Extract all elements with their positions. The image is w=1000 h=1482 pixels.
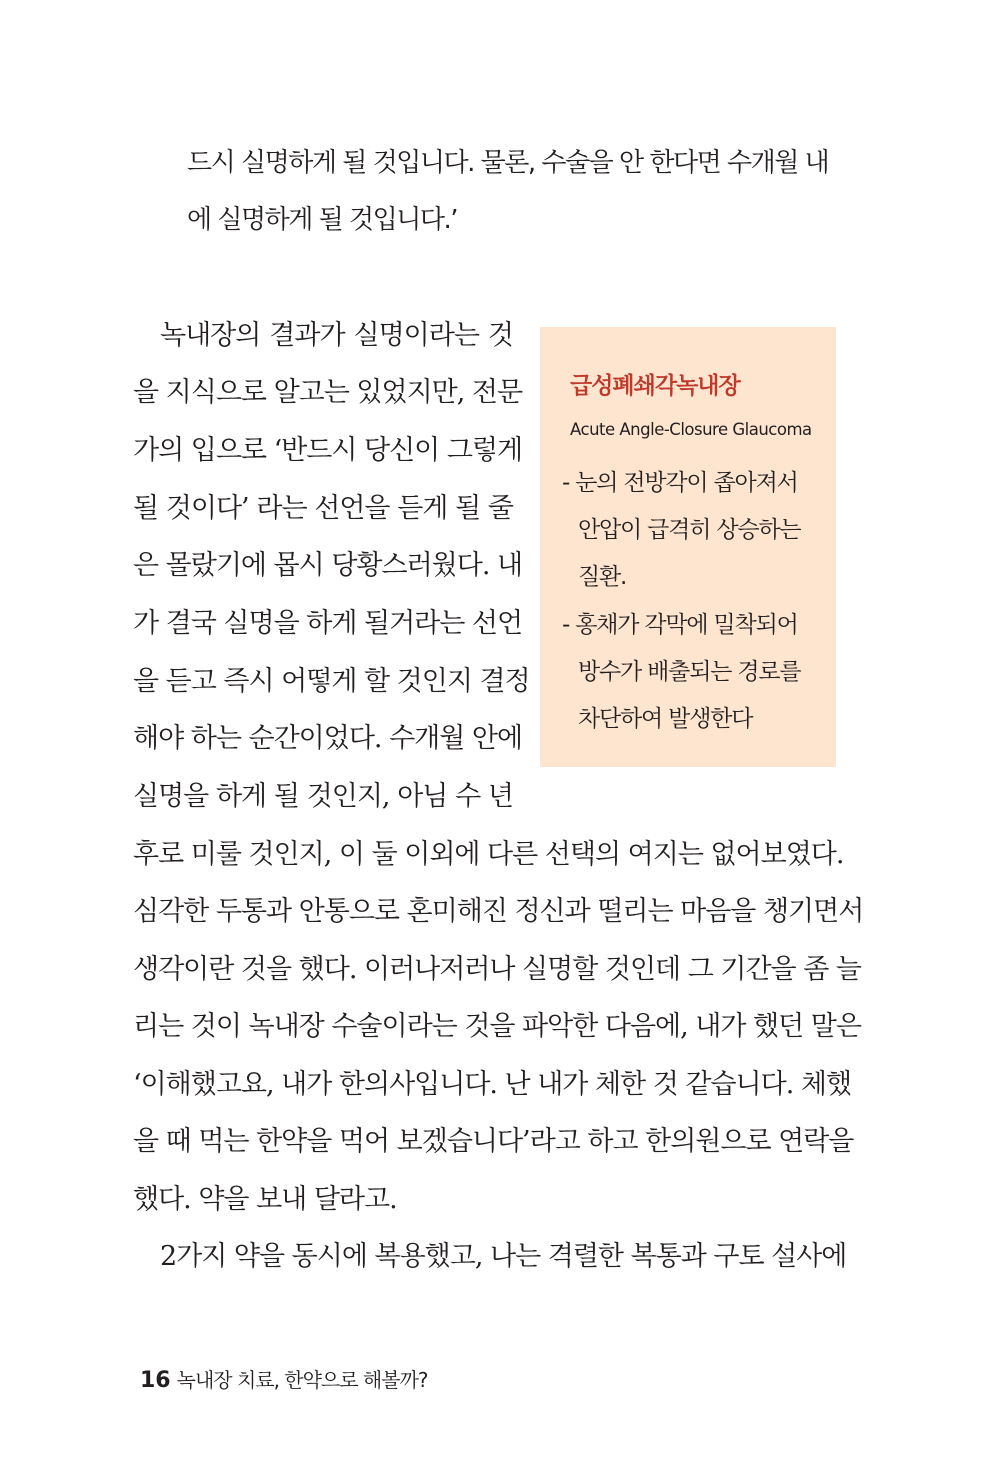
body-line: 후로 미룰 것인지, 이 둘 이외에 다른 선택의 여지는 없어보였다. bbox=[133, 839, 844, 870]
page-number: 16 bbox=[140, 1368, 171, 1393]
body-line: 했다. 약을 보내 달라고. bbox=[133, 1184, 397, 1215]
body-line: 해야 하는 순간이었다. 수개월 안에 bbox=[133, 723, 523, 754]
body-line: ‘이해했고요, 내가 한의사입니다. 난 내가 체한 것 같습니다. 체했 bbox=[133, 1069, 852, 1100]
body-line: 생각이란 것을 했다. 이러나저러나 실명할 것인데 그 기간을 좀 늘 bbox=[133, 954, 861, 985]
sidebar-line: - 눈의 전방각이 좁아져서 bbox=[562, 470, 798, 496]
body-line: 실명을 하게 될 것인지, 아님 수 년 bbox=[133, 781, 513, 812]
book-title: 녹내장 치료, 한약으로 해볼까? bbox=[176, 1368, 428, 1392]
body-line: 심각한 두통과 안통으로 혼미해진 정신과 떨리는 마음을 챙기면서 bbox=[133, 896, 864, 927]
body-line: 2가지 약을 동시에 복용했고, 나는 격렬한 복통과 구토 설사에 bbox=[160, 1241, 847, 1272]
body-line: 을 듣고 즉시 어떻게 할 것인지 결정 bbox=[133, 666, 530, 697]
definition-sidebar bbox=[540, 327, 836, 767]
body-line: 을 지식으로 알고는 있었지만, 전문 bbox=[133, 377, 523, 408]
body-line: 가의 입으로 ‘반드시 당신이 그렇게 bbox=[133, 435, 523, 466]
quote-line-2: 에 실명하게 될 것입니다.’ bbox=[187, 205, 457, 235]
body-line: 될 것이다’ 라는 선언을 듣게 될 줄 bbox=[133, 493, 513, 524]
body-line: 리는 것이 녹내장 수술이라는 것을 파악한 다음에, 내가 했던 말은 bbox=[133, 1011, 861, 1042]
sidebar-subtitle: Acute Angle-Closure Glaucoma bbox=[570, 420, 812, 439]
sidebar-line: 안압이 급격히 상승하는 bbox=[578, 517, 801, 543]
body-line: 은 몰랐기에 몹시 당황스러웠다. 내 bbox=[133, 550, 523, 581]
quote-line-1: 드시 실명하게 될 것입니다. 물론, 수술을 안 한다면 수개월 내 bbox=[187, 148, 829, 178]
sidebar-line: 질환. bbox=[578, 564, 627, 590]
body-line: 을 때 먹는 한약을 먹어 보겠습니다’라고 하고 한의원으로 연락을 bbox=[133, 1126, 854, 1157]
sidebar-line: 차단하여 발생한다 bbox=[578, 706, 753, 732]
body-line: 가 결국 실명을 하게 될거라는 선언 bbox=[133, 608, 523, 639]
page-footer bbox=[140, 1364, 428, 1393]
sidebar-line: 방수가 배출되는 경로를 bbox=[578, 659, 801, 685]
sidebar-line: - 홍채가 각막에 밀착되어 bbox=[562, 612, 798, 638]
sidebar-title: 급성폐쇄각녹내장 bbox=[570, 373, 740, 399]
body-line: 녹내장의 결과가 실명이라는 것 bbox=[160, 320, 513, 351]
